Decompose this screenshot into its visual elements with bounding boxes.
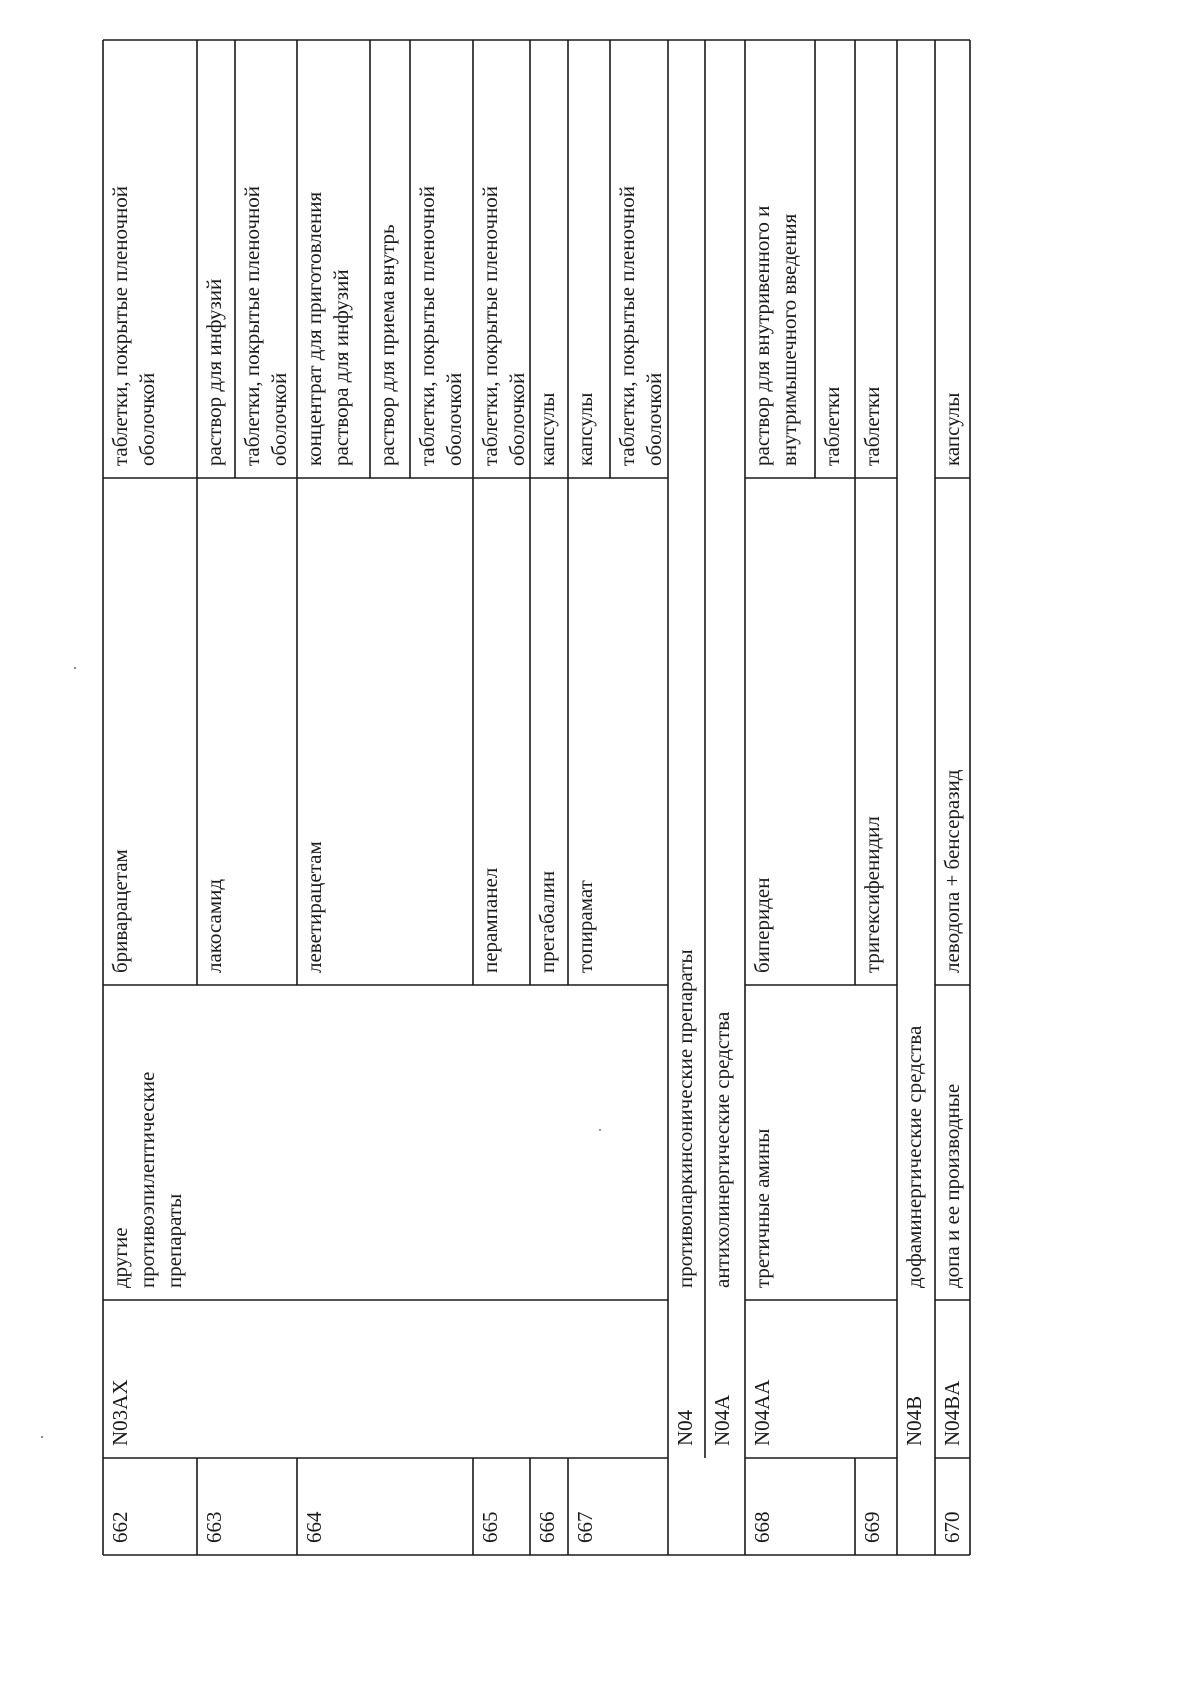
drug-name: бипериден	[750, 877, 774, 973]
dosage-form: таблетки, покрытые пленочной	[478, 185, 502, 466]
dosage-form: внутримышечного введения	[777, 213, 801, 466]
atc-group-heading: противопаркинсонические препараты	[673, 949, 697, 1288]
atc-code: N04A	[710, 1394, 734, 1446]
dosage-form: таблетки	[820, 386, 844, 466]
dosage-form: оболочкой	[442, 372, 466, 466]
row-number: 665	[478, 1511, 502, 1543]
scan-speck	[74, 667, 76, 669]
dosage-form: раствор для внутривенного и	[750, 205, 774, 466]
dosage-form: оболочкой	[505, 372, 529, 466]
row-number: 666	[535, 1511, 559, 1543]
dosage-form: таблетки, покрытые пленочной	[108, 185, 132, 466]
dosage-form: оболочкой	[267, 372, 291, 466]
dosage-form: таблетки, покрытые пленочной	[240, 185, 264, 466]
scan-speck	[41, 1436, 43, 1438]
drug-name: топирамат	[573, 880, 597, 973]
atc-code: N04B	[902, 1395, 926, 1446]
drug-name: тригексифенидил	[860, 816, 884, 973]
row-number: 670	[940, 1511, 964, 1543]
drug-name: леветирацетам	[302, 841, 326, 973]
medicine-table	[41, 40, 970, 1555]
drug-name: прегабалин	[535, 870, 559, 973]
row-number: 669	[860, 1511, 884, 1543]
dosage-form: таблетки, покрытые пленочной	[415, 185, 439, 466]
atc-code: N03AX	[108, 1379, 132, 1446]
atc-group-name: третичные амины	[750, 1128, 774, 1288]
atc-group-name: допа и ее производные	[940, 1083, 964, 1288]
dosage-form: оболочкой	[642, 372, 666, 466]
dosage-form: капсулы	[573, 392, 597, 466]
drug-name: леводопа + бенсеразид	[940, 769, 964, 973]
dosage-form: концентрат для приготовления	[302, 191, 326, 466]
dosage-form: таблетки, покрытые пленочной	[615, 185, 639, 466]
atc-group-name: препараты	[162, 1193, 186, 1288]
row-number: 663	[202, 1511, 226, 1543]
dosage-form: оболочкой	[135, 372, 159, 466]
atc-code: N04BA	[940, 1380, 964, 1446]
drug-name: бриварацетам	[108, 849, 132, 973]
atc-group-name: противоэпилептические	[135, 1071, 159, 1288]
atc-group-name: другие	[108, 1227, 132, 1288]
drug-name: перампанел	[478, 867, 502, 973]
row-number: 668	[750, 1511, 774, 1543]
atc-code: N04AA	[750, 1379, 774, 1446]
row-number: 664	[302, 1511, 326, 1543]
dosage-form: раствора для инфузий	[329, 269, 353, 466]
atc-group-heading: дофаминергические средства	[902, 1025, 926, 1288]
atc-group-heading: антихолинергические средства	[710, 1011, 734, 1288]
scan-speck	[599, 1129, 601, 1131]
drug-name: лакосамид	[202, 878, 226, 973]
atc-code: N04	[673, 1409, 697, 1446]
dosage-form: раствор для инфузий	[202, 278, 226, 466]
dosage-form: раствор для приема внутрь	[375, 224, 399, 466]
dosage-form: таблетки	[860, 386, 884, 466]
row-number: 667	[573, 1511, 597, 1543]
row-number: 662	[108, 1511, 132, 1543]
dosage-form: капсулы	[940, 392, 964, 466]
dosage-form: капсулы	[535, 392, 559, 466]
